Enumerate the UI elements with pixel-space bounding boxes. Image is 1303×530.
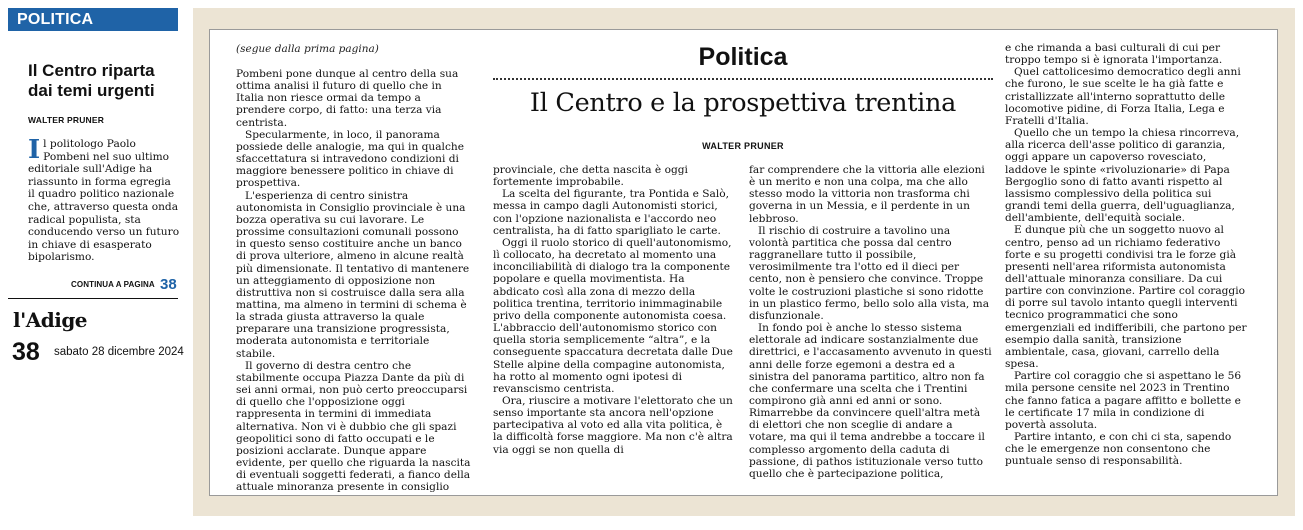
paragraph: Partire col coraggio che si aspettano le 56 mila persone censite nel 2023 in Trentino che fanno fatica a pagare affitto e bollette e le certificate 17 mila in condizione di povertà assoluta. bbox=[1005, 370, 1242, 431]
paragraph: Oggi il ruolo storico di quell'autonomismo, lì collocato, ha decretato al momento una inconciliabilità di dialogo tra la componente popolare e quella movimentista. Ha abdicato così alla zona di mezzo della politica trentina, territorio inimmaginabile privo della componente autonomista coesa. bbox=[493, 236, 732, 322]
paragraph: e che rimanda a basi culturali di cui per troppo tempo si è ignorata l'importanza. bbox=[1005, 42, 1223, 67]
rubric-heading: Politica bbox=[698, 43, 788, 71]
continue-label: CONTINUA A PAGINA bbox=[71, 280, 155, 289]
continue-page-link[interactable]: 38 bbox=[160, 276, 177, 293]
section-label: POLITICA bbox=[8, 8, 178, 31]
paragraph: In fondo poi è anche lo stesso sistema elettorale ad indicare sostanzialmente due direttrici, e l'accasamento avvenuto in questi anni delle forze egemoni a destra ed a sinistra del panorama partitico, altro non fa che confermare una scelta che i Trentini compirono già anni ed anni or sono. Rimarrebbe da convincere quell'altra metà di elettori che non sceglie di andare a votare, ma qui il tema andrebbe a toccare il complesso argomento della caduta di passione, di pathos istituzionale verso tutto quello che è partecipazione politica, bbox=[749, 322, 992, 480]
paragraph: Il rischio di costruire a tavolino una volontà partitica che possa dal centro raggranellare tutto il possibile, verosimilmente tra l'otto ed il dieci per cento, non è pensiero che convince. Troppe volte le costruzioni plastiche si sono ridotte in un plastico fermo, bello solo alla vista, ma disfunzionale. bbox=[749, 224, 990, 322]
page-number: 38 bbox=[12, 338, 40, 366]
paragraph: L'abbraccio dell'autonomismo storico con quella storia semplicemente “altra”, e la conseguente spaccatura decretata dalle Due Stelle alpine della compagine autonomista, ha rotto al momento ogni ipotesi di revanscismo centrista. bbox=[493, 322, 733, 395]
clipping-body-text: l politologo Paolo Pombeni nel suo ultimo editoriale sull'Adige ha riassunto in forma egregia il quadro politico nazionale che, attraverso questa onda radical populista, sta conducendo verso un futuro in chiave di esasperato bipolarismo. bbox=[28, 138, 180, 264]
paragraph: Il governo di destra centro che stabilmente occupa Piazza Dante da più di sei anni ormai, non può certo preoccuparsi di quello che l'opposizione oggi rappresenta in termini di immediata alternativa. Non vi è dubbio che gli spazi geopolitici sono di fatto occupati e le posizioni acclarate. Dunque appare evidente, per quello che riguarda la nascita di eventuali soggetti federati, a fianco della attuale minoranza presente in consiglio bbox=[236, 359, 471, 494]
clipping-title: Il Centro riparta dai temi urgenti bbox=[28, 61, 155, 100]
paragraph: Partire intanto, e con chi ci sta, sapendo che le emergenze non consentono che puntuale senso di responsabilità. bbox=[1005, 431, 1232, 468]
paragraph: provinciale, che detta nascita è oggi fortemente improbabile. bbox=[493, 164, 688, 189]
newspaper-masthead: l'Adige bbox=[13, 308, 88, 332]
article-clipping[interactable] bbox=[8, 8, 178, 300]
article-column-4 bbox=[1005, 42, 1248, 467]
article-column-1 bbox=[236, 68, 471, 493]
divider bbox=[8, 298, 178, 299]
article-headline: Il Centro e la prospettiva trentina bbox=[529, 88, 957, 118]
paragraph: E dunque più che un soggetto nuovo al centro, penso ad un richiamo federativo forte e su progetti condivisi tra le forze già presenti nell'area riformista autonomista dell'attuale minoranza consiliare. Da cui partire con convinzione. Partire col coraggio di porre sul tavolo intanto quegli interventi tecnico programmatici che sono emergenziali ed indifferibili, che partono per esempio dalla sanità, transizione ambientale, casa, giovani, carrello della spesa. bbox=[1005, 224, 1247, 371]
paragraph: far comprendere che la vittoria alle elezioni è un merito e non una colpa, ma che allo stesso modo la vittoria non trasforma chi governa in un Messia, e il perdente in un lebbroso. bbox=[749, 164, 985, 225]
paragraph: Pombeni pone dunque al centro della sua ottima analisi il futuro di quello che in Italia non riesce ormai da tempo a prendere corpo, di fatto: una terza via centrista. bbox=[236, 68, 459, 129]
paragraph: Ora, riuscire a motivare l'elettorato che un senso importante sta ancora nell'opzione partecipativa al voto ed alla vita politica, è la difficoltà forse maggiore. Ma non c'è altra via oggi se non quella di bbox=[493, 394, 733, 456]
article-column-3 bbox=[749, 164, 992, 480]
newspaper-page[interactable] bbox=[209, 29, 1278, 496]
paragraph: Specularmente, in loco, il panorama possiede delle analogie, ma qui in qualche sfaccettatura si intravedono condizioni di maggiore benessere politico in chiave di prospettiva. bbox=[236, 128, 464, 190]
segue-note: (segue dalla prima pagina) bbox=[236, 43, 379, 55]
page-date: sabato 28 dicembre 2024 bbox=[54, 346, 184, 358]
paragraph: L'esperienza di centro sinistra autonomista in Consiglio provinciale è una bozza operativa su cui lavorare. Le prossime consultazioni comunali possono in questo senso costituire anche un banco di prova ulteriore, almeno in alcune realtà più dimensionate. Il tentativo di mantenere un atteggiamento di opposizione non distruttiva non si costruisce dalla sera alla mattina, ma almeno in termini di schema è la strada giusta attraverso la quale preparare una transizione progressista, moderata autonomista e territoriale stabile. bbox=[236, 189, 470, 360]
clipping-body bbox=[28, 135, 180, 264]
paragraph: Quello che un tempo la chiesa rincorreva, alla ricerca dell'asse politico di garanzia, oggi appare un capoverso rovesciato, laddove le spinte «rivoluzionarie» di Papa Bergoglio sono di fatto avanti rispetto al lassismo complessivo della politica sui grandi temi della guerra, dell'uguaglianza, dell'ambiente, dell'equità sociale. bbox=[1005, 127, 1240, 225]
dotted-divider bbox=[493, 78, 993, 80]
paragraph: Quel cattolicesimo democratico degli anni che furono, le sue scelte le ha già fatte e cristallizzate all'interno soprattutto delle locomotive pidine, di Forza Italia, Lega e Fratelli d'Italia. bbox=[1005, 66, 1241, 127]
article-column-2 bbox=[493, 164, 733, 456]
paragraph: La scelta del figurante, tra Pontida e Salò, messa in campo dagli Autonomisti storici, con l'opzione nazionalista e l'accordo neo centralista, ha di fatto sparigliato le carte. bbox=[493, 188, 729, 237]
clipping-author: WALTER PRUNER bbox=[28, 115, 105, 125]
drop-cap: I bbox=[28, 135, 41, 165]
article-byline: WALTER PRUNER bbox=[702, 141, 784, 151]
